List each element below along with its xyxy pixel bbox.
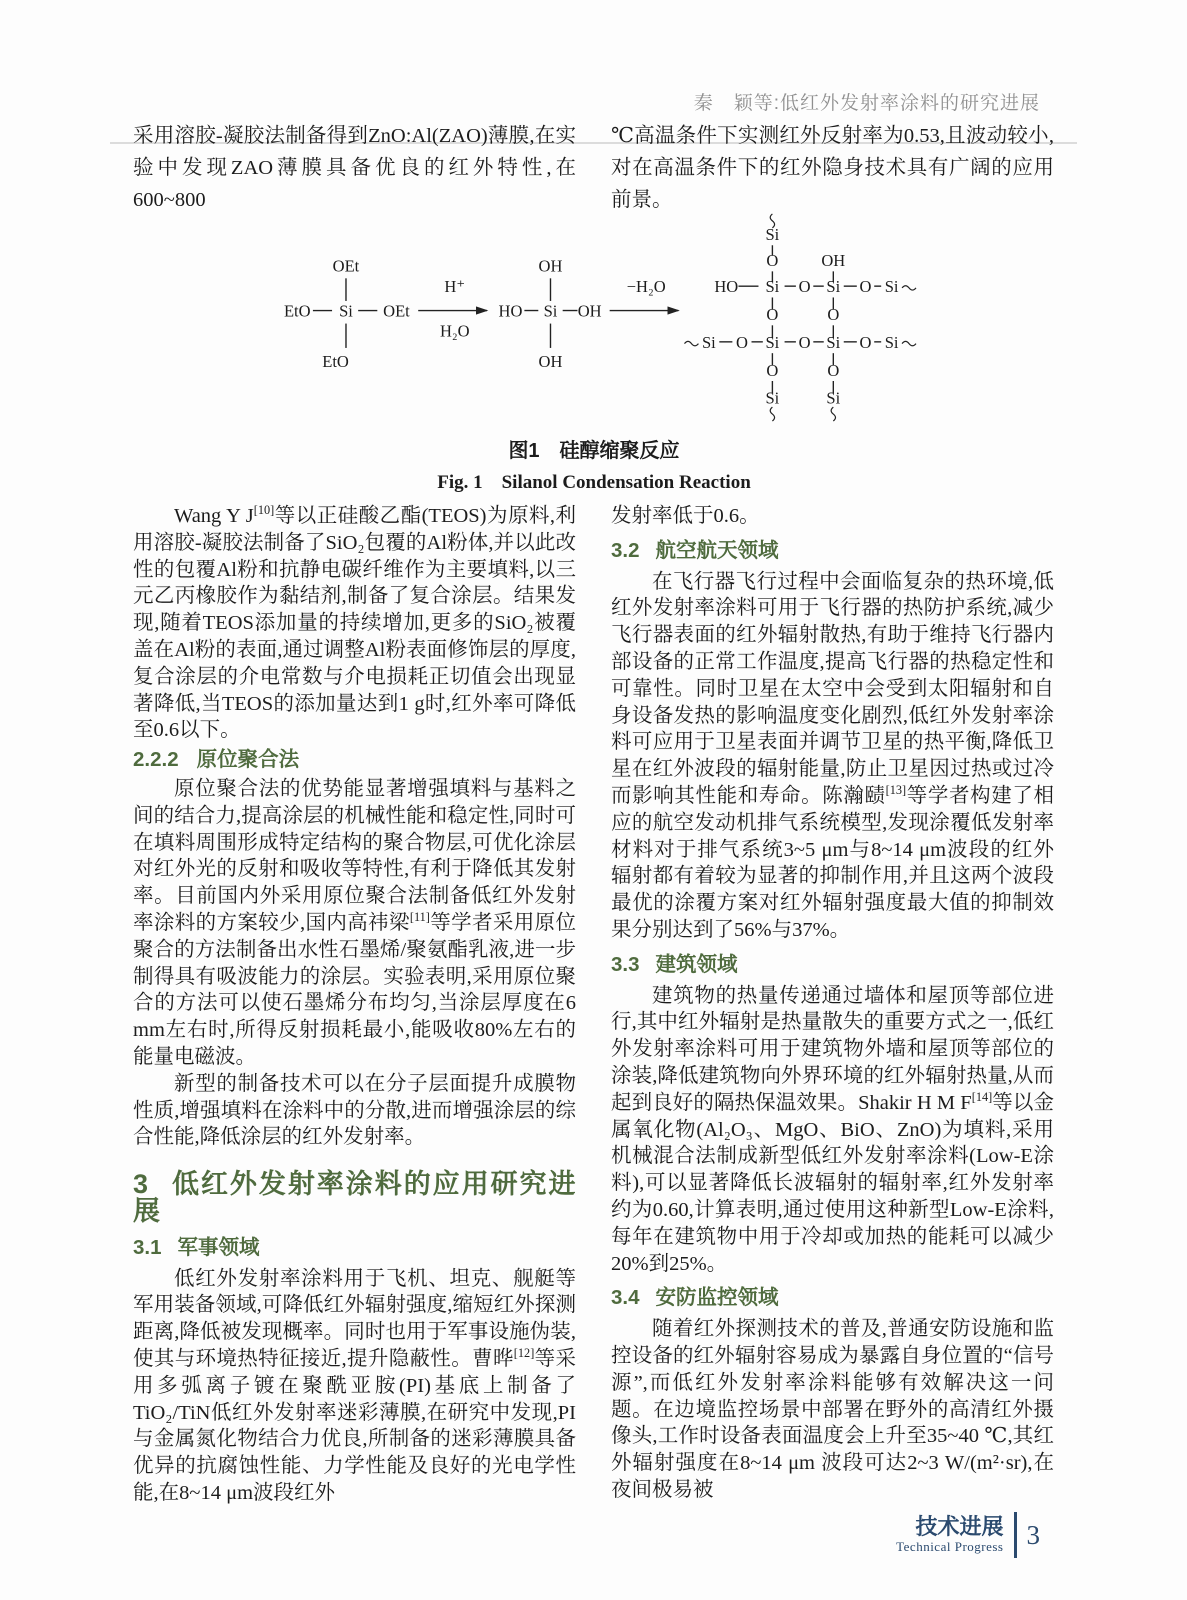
page-number: 3 [1026,1519,1040,1550]
section-heading-2-2-2 [133,747,576,774]
svg-text:O: O [859,277,872,297]
section-number: 3.2 [611,538,640,562]
svg-text:Si: Si [543,301,558,321]
paragraph-wang: Wang Y J[10]等以正硅酸乙酯(TEOS)为原料,利用溶胶-凝胶法制备了SiO₂包覆的Al粉体,并以此改性的包覆Al粉和抗静电碳纤维作为主要填料,以三元乙丙橡胶作为黏结剂,制备了复合涂层。结果发现,随着TEOS添加量的持续增加,更多的SiO₂被覆盖在Al粉的表面,通过调整Al粉表面修饰层的厚度,复合涂层的介电常数与介电损耗正切值会出现显著降低,当TEOS的添加量达到1 g时,红外率可降低至0.6以下。 [133,503,576,742]
svg-text:OH: OH [538,352,563,372]
footer-divider-bar [1014,1512,1017,1558]
svg-text:Si: Si [765,332,780,352]
section-heading-3-4 [611,1285,1054,1312]
silanol-condensation-diagram [244,200,944,428]
section-number: 3.4 [611,1286,640,1310]
svg-text:Si: Si [884,277,899,297]
svg-text:OEt: OEt [332,256,360,276]
svg-text:O: O [766,305,779,325]
section-heading-3-3 [611,952,1054,979]
svg-text:O: O [766,251,779,271]
svg-text:Si: Si [701,332,716,352]
paragraph-military: 低红外发射率涂料用于飞机、坦克、舰艇等军用装备领域,可降低红外辐射强度,缩短红外探测距离,降低被发现概率。同时也用于军事设施伪装,使其与环境热特征接近,提升隐蔽性。曹晔[12]等采用多弧离子镀在聚酰亚胺(PI)基底上制备了TiO₂/TiN低红外发射率迷彩薄膜,在研究中发现,PI与金属氮化物结合力优良,所制备的迷彩薄膜具备优异的抗腐蚀性能、力学性能及良好的光电学性能,在8~14 μm波段红外 [133,1267,576,1504]
paragraph-emissivity: 发射率低于0.6。 [611,505,760,527]
svg-text:O: O [798,277,811,297]
paragraph-newtech: 新型的制备技术可以在分子层面提升成膜物性质,增强填料在涂料中的分散,进而增强涂层的综合性能,降低涂层的红外发射率。 [133,1072,576,1149]
svg-text:O: O [766,360,779,380]
section-heading-3-1 [133,1235,576,1262]
svg-text:OH: OH [538,256,563,276]
paragraph-aerospace: 在飞行器飞行过程中会面临复杂的热环境,低红外发射率涂料可用于飞行器的热防护系统,减少飞行器表面的红外辐射散热,有助于维持飞行器内部设备的正常工作温度,提高飞行器的热稳定性和可靠性。同时卫星在太空中会受到太阳辐射和自身设备发热的影响温度变化剧烈,低红外发射率涂料可应用于卫星表面并调节卫星的热平衡,降低卫星在红外波段的辐射能量,防止卫星因过热或过冷而影响其性能和寿命。陈瀚赜[13]等学者构建了相应的航空发动机排气系统模型,发现涂覆低发射率材料对于排气系统3~5 μm与8~14 μm波段的红外辐射都有着较为显著的抑制作用,并且这两个波段最优的涂覆方案对红外辐射强度最大值的抑制效果分别达到了56%与37%。 [611,570,1054,941]
paragraph-building: 建筑物的热量传递通过墙体和屋顶等部位进行,其中红外辐射是热量散失的重要方式之一,低红外发射率涂料可用于建筑物外墙和屋顶等部位的涂装,降低建筑物向外界环境的红外辐射热量,从而起到良好的隔热保温效果。Shakir H M F[14]等以金属氧化物(Al₂O₃、MgO、BiO、ZnO)为填料,采用机械混合法制成新型低红外发射率涂料(Low-E涂料),可以显著降低长波辐射的辐射率,红外发射率约为0.60,计算表明,通过使用这种新型Low-E涂料,每年在建筑物中用于冷却或加热的能耗可以减少20%到25%。 [611,984,1054,1275]
svg-text:O: O [798,332,811,352]
reaction-figure [133,200,1055,494]
figure-caption-en: Fig. 1 Silanol Condensation Reaction [437,472,751,493]
svg-text:Si: Si [884,332,899,352]
svg-text:O: O [827,360,840,380]
section-heading-3 [133,1171,576,1225]
svg-text:O: O [859,332,872,352]
svg-text:−H₂O: −H₂O [626,277,666,297]
svg-text:OH: OH [821,251,846,271]
svg-text:EtO: EtO [283,301,311,321]
svg-text:EtO: EtO [322,352,349,372]
footer-section-en: Technical Progress [896,1539,1004,1554]
section-title: 军事领域 [177,1235,260,1259]
section-title: 低红外发射率涂料的应用研究进展 [133,1169,576,1226]
svg-text:O: O [827,305,840,325]
svg-text:HO: HO [714,277,739,297]
figure-caption-cn: 图1 硅醇缩聚反应 [508,440,680,462]
svg-text:OEt: OEt [383,301,410,321]
footer-section-cn: 技术进展 [915,1514,1004,1539]
paragraph-insitu: 原位聚合法的优势能显著增强填料与基料之间的结合力,提高涂层的机械性能和稳定性,同时可在填料周围形成特定结构的聚合物层,可优化涂层对红外光的反射和吸收等特性,有利于降低其发射率。目前国内外采用原位聚合法制备低红外发射率涂料的方案较少,国内高祎梁[11]等学者采用原位聚合的方法制备出水性石墨烯/聚氨酯乳液,进一步制得具有吸波能力的涂层。实验表明,采用原位聚合的方法可以使石墨烯分布均匀,当涂层厚度在6 mm左右时,所得反射损耗最小,能吸收80%左右的能量电磁波。 [133,777,577,1068]
page-footer [896,1512,1040,1558]
svg-text:Si: Si [826,277,841,297]
svg-text:Si: Si [826,332,841,352]
svg-text:Si: Si [765,388,780,408]
svg-text:O: O [735,332,748,352]
section-number: 3 [133,1169,149,1200]
section-number: 3.1 [133,1235,162,1259]
section-title: 原位聚合法 [196,748,300,772]
svg-text:OH: OH [577,301,602,321]
svg-text:HO: HO [498,301,523,321]
svg-text:H⁺: H⁺ [444,277,466,297]
section-title: 安防监控领域 [655,1286,779,1310]
intro-paragraph-right: ℃高温条件下实测红外反射率为0.53,且波动较小,对在高温条件下的红外隐身技术具有广阔的应用前景。 [611,125,1054,211]
right-column [611,503,1054,1507]
section-title: 建筑领域 [655,952,738,976]
section-heading-3-2 [611,538,1054,565]
intro-paragraph-left: 采用溶胶-凝胶法制备得到ZnO:Al(ZAO)薄膜,在实验中发现ZAO薄膜具备优良的红外特性,在600~800 [133,125,576,211]
main-columns [133,503,1055,1507]
section-number: 3.3 [611,952,640,976]
svg-text:H₂O: H₂O [439,321,470,341]
svg-text:Si: Si [339,301,353,321]
running-head: 秦 颖等:低红外发射率涂料的研究进展 [693,93,1040,114]
svg-text:Si: Si [826,388,841,408]
svg-text:Si: Si [765,277,780,297]
svg-text:Si: Si [765,225,780,245]
paragraph-security: 随着红外探测技术的普及,普通安防设施和监控设备的红外辐射容易成为暴露自身位置的“信号源”,而低红外发射率涂料能够有效解决这一问题。在边境监控场景中部署在野外的高清红外摄像头,工作时设备表面温度会上升至35~40 ℃,其红外辐射强度在8~14 μm 波段可达2~3 W/(m²·sr),在夜间极易被 [611,1318,1054,1501]
left-column [133,503,576,1507]
section-title: 航空航天领域 [655,538,779,562]
footer-section-name [896,1515,1003,1555]
section-number: 2.2.2 [133,748,179,772]
